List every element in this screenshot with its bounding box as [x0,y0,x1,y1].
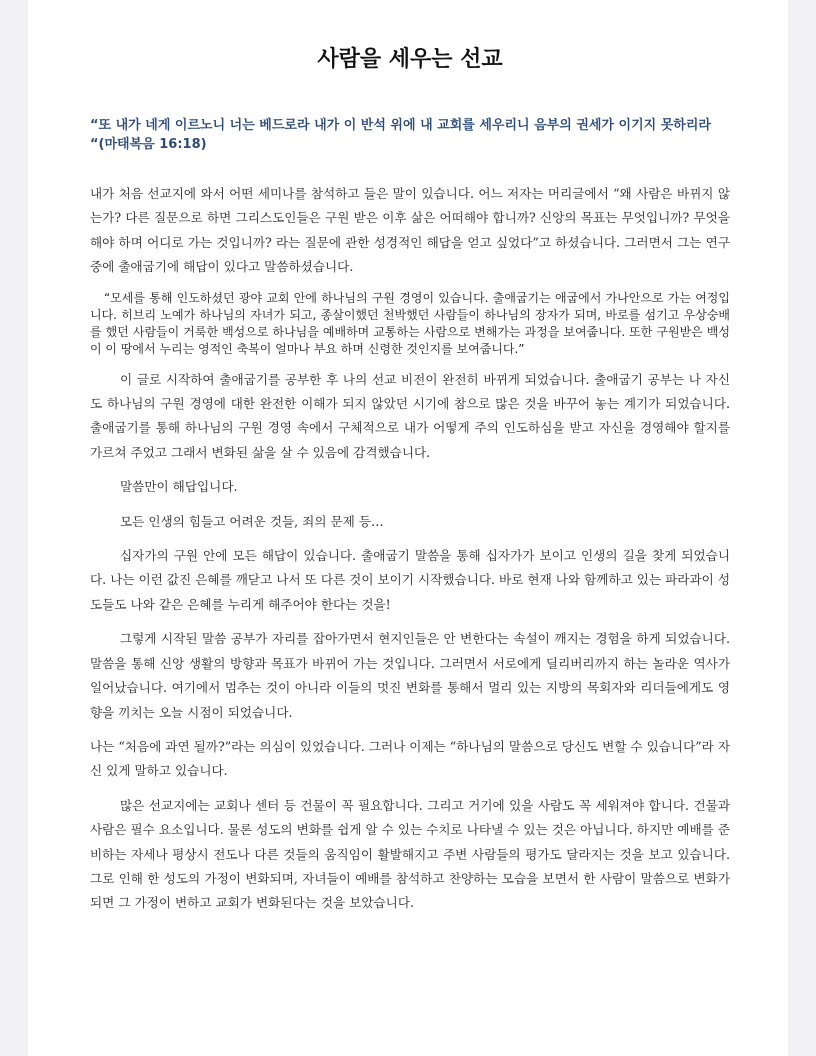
body-paragraph: 모든 인생의 힘들고 어려운 것들, 죄의 문제 등… [120,513,384,529]
block-quote: “모세를 통해 인도하셨던 광야 교회 안에 하나님의 구원 경영이 있습니다. 출애굽기는 애굽에서 가나안으로 가는 여정입니다. 히브리 노예가 하나님의 자녀가 되고, 종살이했던 천박했던 사람들이 하나님의 장자가 되며, 바로를 섬기고 우상숭배를 했던 사람들이 거룩한 백성으로 하나님을 예배하며 교통하는 사람으로 변해가는 과정을 보여줍니다. 또한 구원받은 백성이 이 땅에서 누리는 영적인 축복이 얼마나 부요 하며 신령한 것인지를 보여줍니다.” [90,290,730,356]
body-paragraph: 이 글로 시작하여 출애굽기를 공부한 후 나의 선교 비전이 완전히 바뀌게 되었습니다. 출애굽기 공부는 나 자신도 하나님의 구원 경영에 대한 완전한 이해가 되지 않았던 시기에 참으로 많은 것을 바꾸어 놓는 계기가 되었습니다. 출애굽기를 통해 하나님의 구원 경영 속에서 구체적으로 내가 어떻게 주의 인도하심을 받고 자신을 경영해야 할지를 가르쳐 주었고 그래서 변화된 삶을 살 수 있음에 감격했습니다. [90,371,730,460]
body-paragraph: 십자가의 구원 안에 모든 해답이 있습니다. 출애굽기 말씀을 통해 십자가가 보이고 인생의 길을 찾게 되었습니다. 나는 이런 값진 은혜를 깨닫고 나서 또 다른 것이 보이기 시작했습니다. 바로 현재 나와 함께하고 있는 파라과이 성도들도 나와 같은 은혜를 누리게 해주어야 한다는 것을! [90,548,730,612]
body-paragraph: 많은 선교지에는 교회나 센터 등 건물이 꼭 필요합니다. 그리고 거기에 있을 사람도 꼭 세워져야 합니다. 건물과 사람은 필수 요소입니다. 물론 성도의 변화를 쉽게 알 수 있는 수치로 나타낼 수 있는 것은 아닙니다. 하지만 예배를 준비하는 자세나 평상시 전도나 다른 것들의 움직임이 활발해지고 주변 사람들의 평가도 달라지는 것을 보고 있습니다. 그로 인해 한 성도의 가정이 변화되며, 자녀들이 예배를 참석하고 찬양하는 모습을 보면서 한 사람이 말씀으로 변화가 되면 그 가정이 변하고 교회가 변화된다는 것을 보았습니다. [90,797,730,911]
body-paragraph: 내가 처음 선교지에 와서 어떤 세미나를 참석하고 들은 말이 있습니다. 어느 저자는 머리글에서 “왜 사람은 바뀌지 않는가? 다른 질문으로 하면 그리스도인들은 구원 받은 이후 삶은 어떠해야 합니까? 신앙의 목표는 무엇입니까? 무엇을 해야 하며 어디로 가는 것입니까? 라는 질문에 관한 성경적인 해답을 얻고 싶었다”고 하셨습니다. 그러면서 그는 연구 중에 출애굽기에 해답이 있다고 말씀하셨습니다. [90,186,730,275]
document-page [28,0,788,1056]
body-paragraph: 나는 “처음에 과연 될까?”라는 의심이 있었습니다. 그러나 이제는 “하나님의 말씀으로 당신도 변할 수 있습니다”라 자신 있게 말하고 있습니다. [90,738,731,779]
body-paragraph: 말씀만이 해답입니다. [120,479,238,495]
body-paragraph: 그렇게 시작된 말씀 공부가 자리를 잡아가면서 현지인들은 안 변한다는 속설이 깨지는 경험을 하게 되었습니다. 말씀을 통해 신앙 생활의 방향과 목표가 바뀌어 가는 것입니다. 그러면서 서로에게 딜리버리까지 하는 놀라운 역사가 일어났습니다. 여기에서 멈추는 것이 아니라 이들의 멋진 변화를 통해서 멀리 있는 지방의 목회자와 리더들에게도 영향을 끼치는 오늘 시점이 되었습니다. [90,631,730,720]
document-body [90,182,730,916]
scripture-epigraph: “또 내가 네게 이르노니 너는 베드로라 내가 이 반석 위에 내 교회를 세우리니 음부의 권세가 이기지 못하리라 “(마태복음 16:18) [90,118,711,152]
page-title: 사람을 세우는 선교 [317,47,503,72]
